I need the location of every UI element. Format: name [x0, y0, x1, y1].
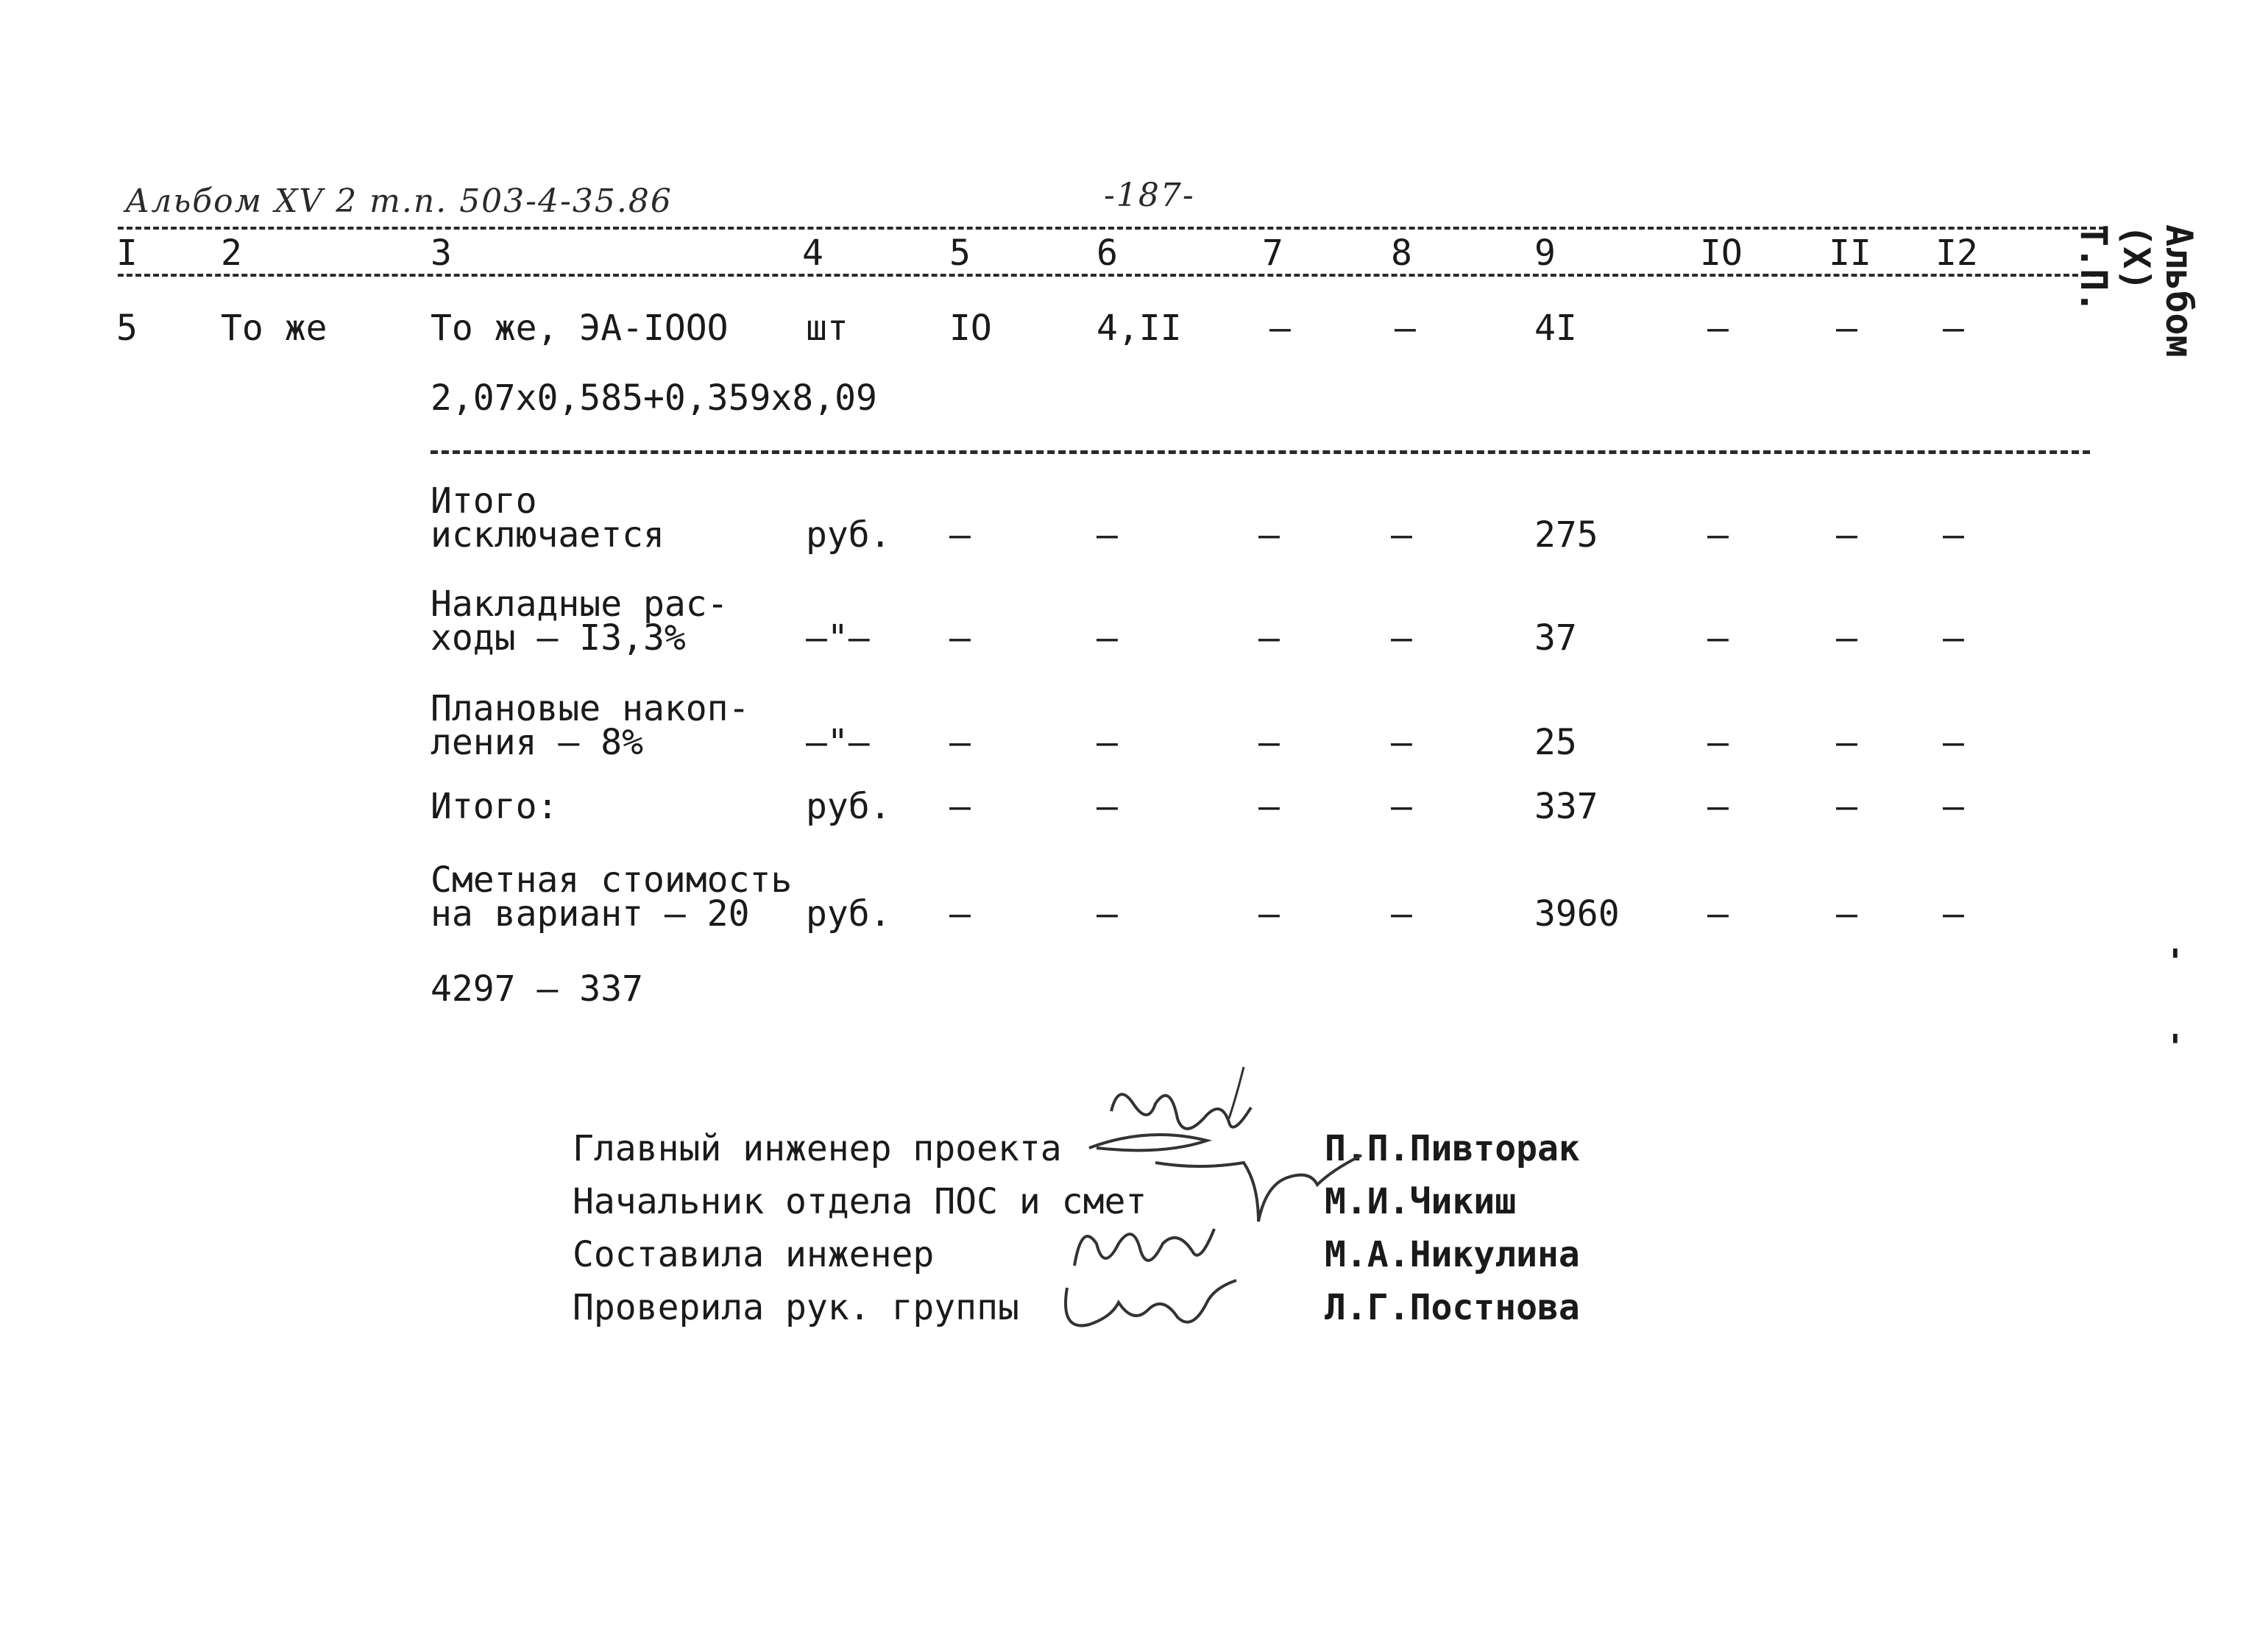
item-total: 4I	[1534, 308, 1577, 349]
item-c11: –	[1836, 308, 1857, 349]
total-cell-unit: руб.	[806, 514, 891, 556]
signature-name-1: П.П.Пивторак	[1325, 1128, 1580, 1169]
total-label-line2: Итого:	[431, 786, 559, 827]
signature-name-3: М.А.Никулина	[1325, 1234, 1580, 1275]
total-cell-unit: руб.	[806, 786, 891, 827]
col-header-12: I2	[1935, 233, 1978, 274]
total-cell-c8: –	[1391, 722, 1412, 763]
signature-role-3: Составила инженер	[573, 1234, 935, 1275]
total-cell-c5: –	[949, 617, 971, 659]
top-rule	[118, 227, 2105, 230]
total-label-line2: ления – 8%	[431, 722, 643, 763]
total-cell-c9: 37	[1534, 617, 1577, 659]
item-c10: –	[1707, 308, 1729, 349]
total-cell-c12: –	[1943, 722, 1964, 763]
total-cell-c11: –	[1836, 722, 1857, 763]
total-cell-c10: –	[1707, 617, 1729, 659]
col-header-4: 4	[802, 233, 823, 274]
item-formula: 2,07х0,585+0,359х8,09	[431, 377, 877, 419]
section-separator	[431, 450, 2090, 454]
total-cell-c6: –	[1097, 893, 1118, 935]
total-cell-unit: –"–	[806, 617, 870, 659]
col-header-10: IO	[1700, 233, 1743, 274]
total-cell-c12: –	[1943, 617, 1964, 659]
total-cell-c7: –	[1258, 786, 1280, 827]
final-formula: 4297 – 337	[431, 968, 643, 1010]
item-unit: шт	[806, 308, 849, 349]
total-cell-c10: –	[1707, 786, 1729, 827]
total-cell-c6: –	[1097, 722, 1118, 763]
total-cell-c8: –	[1391, 893, 1412, 935]
total-cell-c11: –	[1836, 893, 1857, 935]
total-cell-c7: –	[1258, 514, 1280, 556]
item-description: То же, ЭА-IOOO	[431, 308, 729, 349]
total-cell-c10: –	[1707, 722, 1729, 763]
total-cell-c5: –	[949, 514, 971, 556]
total-cell-c9: 337	[1534, 786, 1598, 827]
col-header-7: 7	[1262, 233, 1283, 274]
total-cell-c11: –	[1836, 786, 1857, 827]
col-header-1: I	[116, 233, 138, 274]
item-c12: –	[1943, 308, 1964, 349]
total-cell-c12: –	[1943, 786, 1964, 827]
col-header-5: 5	[949, 233, 971, 274]
total-label-line2: исключается	[431, 514, 665, 556]
signature-name-2: М.И.Чикиш	[1325, 1181, 1517, 1222]
total-cell-c10: –	[1707, 893, 1729, 935]
signature-role-2: Начальник отдела ПОС и смет	[573, 1181, 1147, 1222]
total-cell-c10: –	[1707, 514, 1729, 556]
signature-name-4: Л.Г.Постнова	[1325, 1287, 1580, 1328]
item-c8: –	[1395, 308, 1416, 349]
total-label-line1: Плановые накоп-	[431, 688, 750, 729]
item-number: 5	[116, 308, 138, 349]
total-cell-c7: –	[1258, 893, 1280, 935]
col-header-9: 9	[1534, 233, 1556, 274]
total-cell-c7: –	[1258, 722, 1280, 763]
total-label-line1: Сметная стоимость	[431, 859, 793, 901]
item-ref: То же	[221, 308, 327, 349]
col-header-3: 3	[431, 233, 452, 274]
side-mark-2: '	[2165, 1027, 2186, 1067]
total-label-line1: Накладные рас-	[431, 584, 729, 625]
album-code: Альбом XV 2 т.п. 503-4-35.86	[125, 182, 673, 220]
col-header-11: II	[1829, 233, 1871, 274]
total-cell-c6: –	[1097, 786, 1118, 827]
total-cell-c12: –	[1943, 893, 1964, 935]
handwritten-signature-4	[1052, 1266, 1258, 1347]
total-cell-c6: –	[1097, 617, 1118, 659]
total-cell-c7: –	[1258, 617, 1280, 659]
total-cell-unit: руб.	[806, 893, 891, 935]
item-quantity: IO	[949, 308, 992, 349]
side-album-label: Альбом (X) Т.П.	[2072, 224, 2200, 358]
col-header-6: 6	[1097, 233, 1118, 274]
col-header-8: 8	[1391, 233, 1412, 274]
total-cell-c9: 275	[1534, 514, 1598, 556]
page-number: -187-	[1104, 177, 1195, 214]
total-cell-c5: –	[949, 722, 971, 763]
total-cell-c9: 3960	[1534, 893, 1620, 935]
total-cell-unit: –"–	[806, 722, 870, 763]
signature-role-4: Проверила рук. группы	[573, 1287, 1019, 1328]
total-cell-c11: –	[1836, 617, 1857, 659]
side-mark-1: '	[2165, 942, 2186, 982]
total-cell-c11: –	[1836, 514, 1857, 556]
total-cell-c5: –	[949, 893, 971, 935]
signature-role-1: Главный инженер проекта	[573, 1128, 1062, 1169]
total-cell-c12: –	[1943, 514, 1964, 556]
total-label-line2: ходы – I3,3%	[431, 617, 686, 659]
total-cell-c8: –	[1391, 617, 1412, 659]
total-cell-c5: –	[949, 786, 971, 827]
total-label-line2: на вариант – 20	[431, 893, 750, 935]
total-cell-c8: –	[1391, 514, 1412, 556]
total-cell-c9: 25	[1534, 722, 1577, 763]
total-cell-c8: –	[1391, 786, 1412, 827]
header-rule	[118, 274, 2105, 277]
total-label-line1: Итого	[431, 481, 537, 522]
total-cell-c6: –	[1097, 514, 1118, 556]
item-price: 4,II	[1097, 308, 1182, 349]
item-c7: –	[1269, 308, 1291, 349]
col-header-2: 2	[221, 233, 242, 274]
